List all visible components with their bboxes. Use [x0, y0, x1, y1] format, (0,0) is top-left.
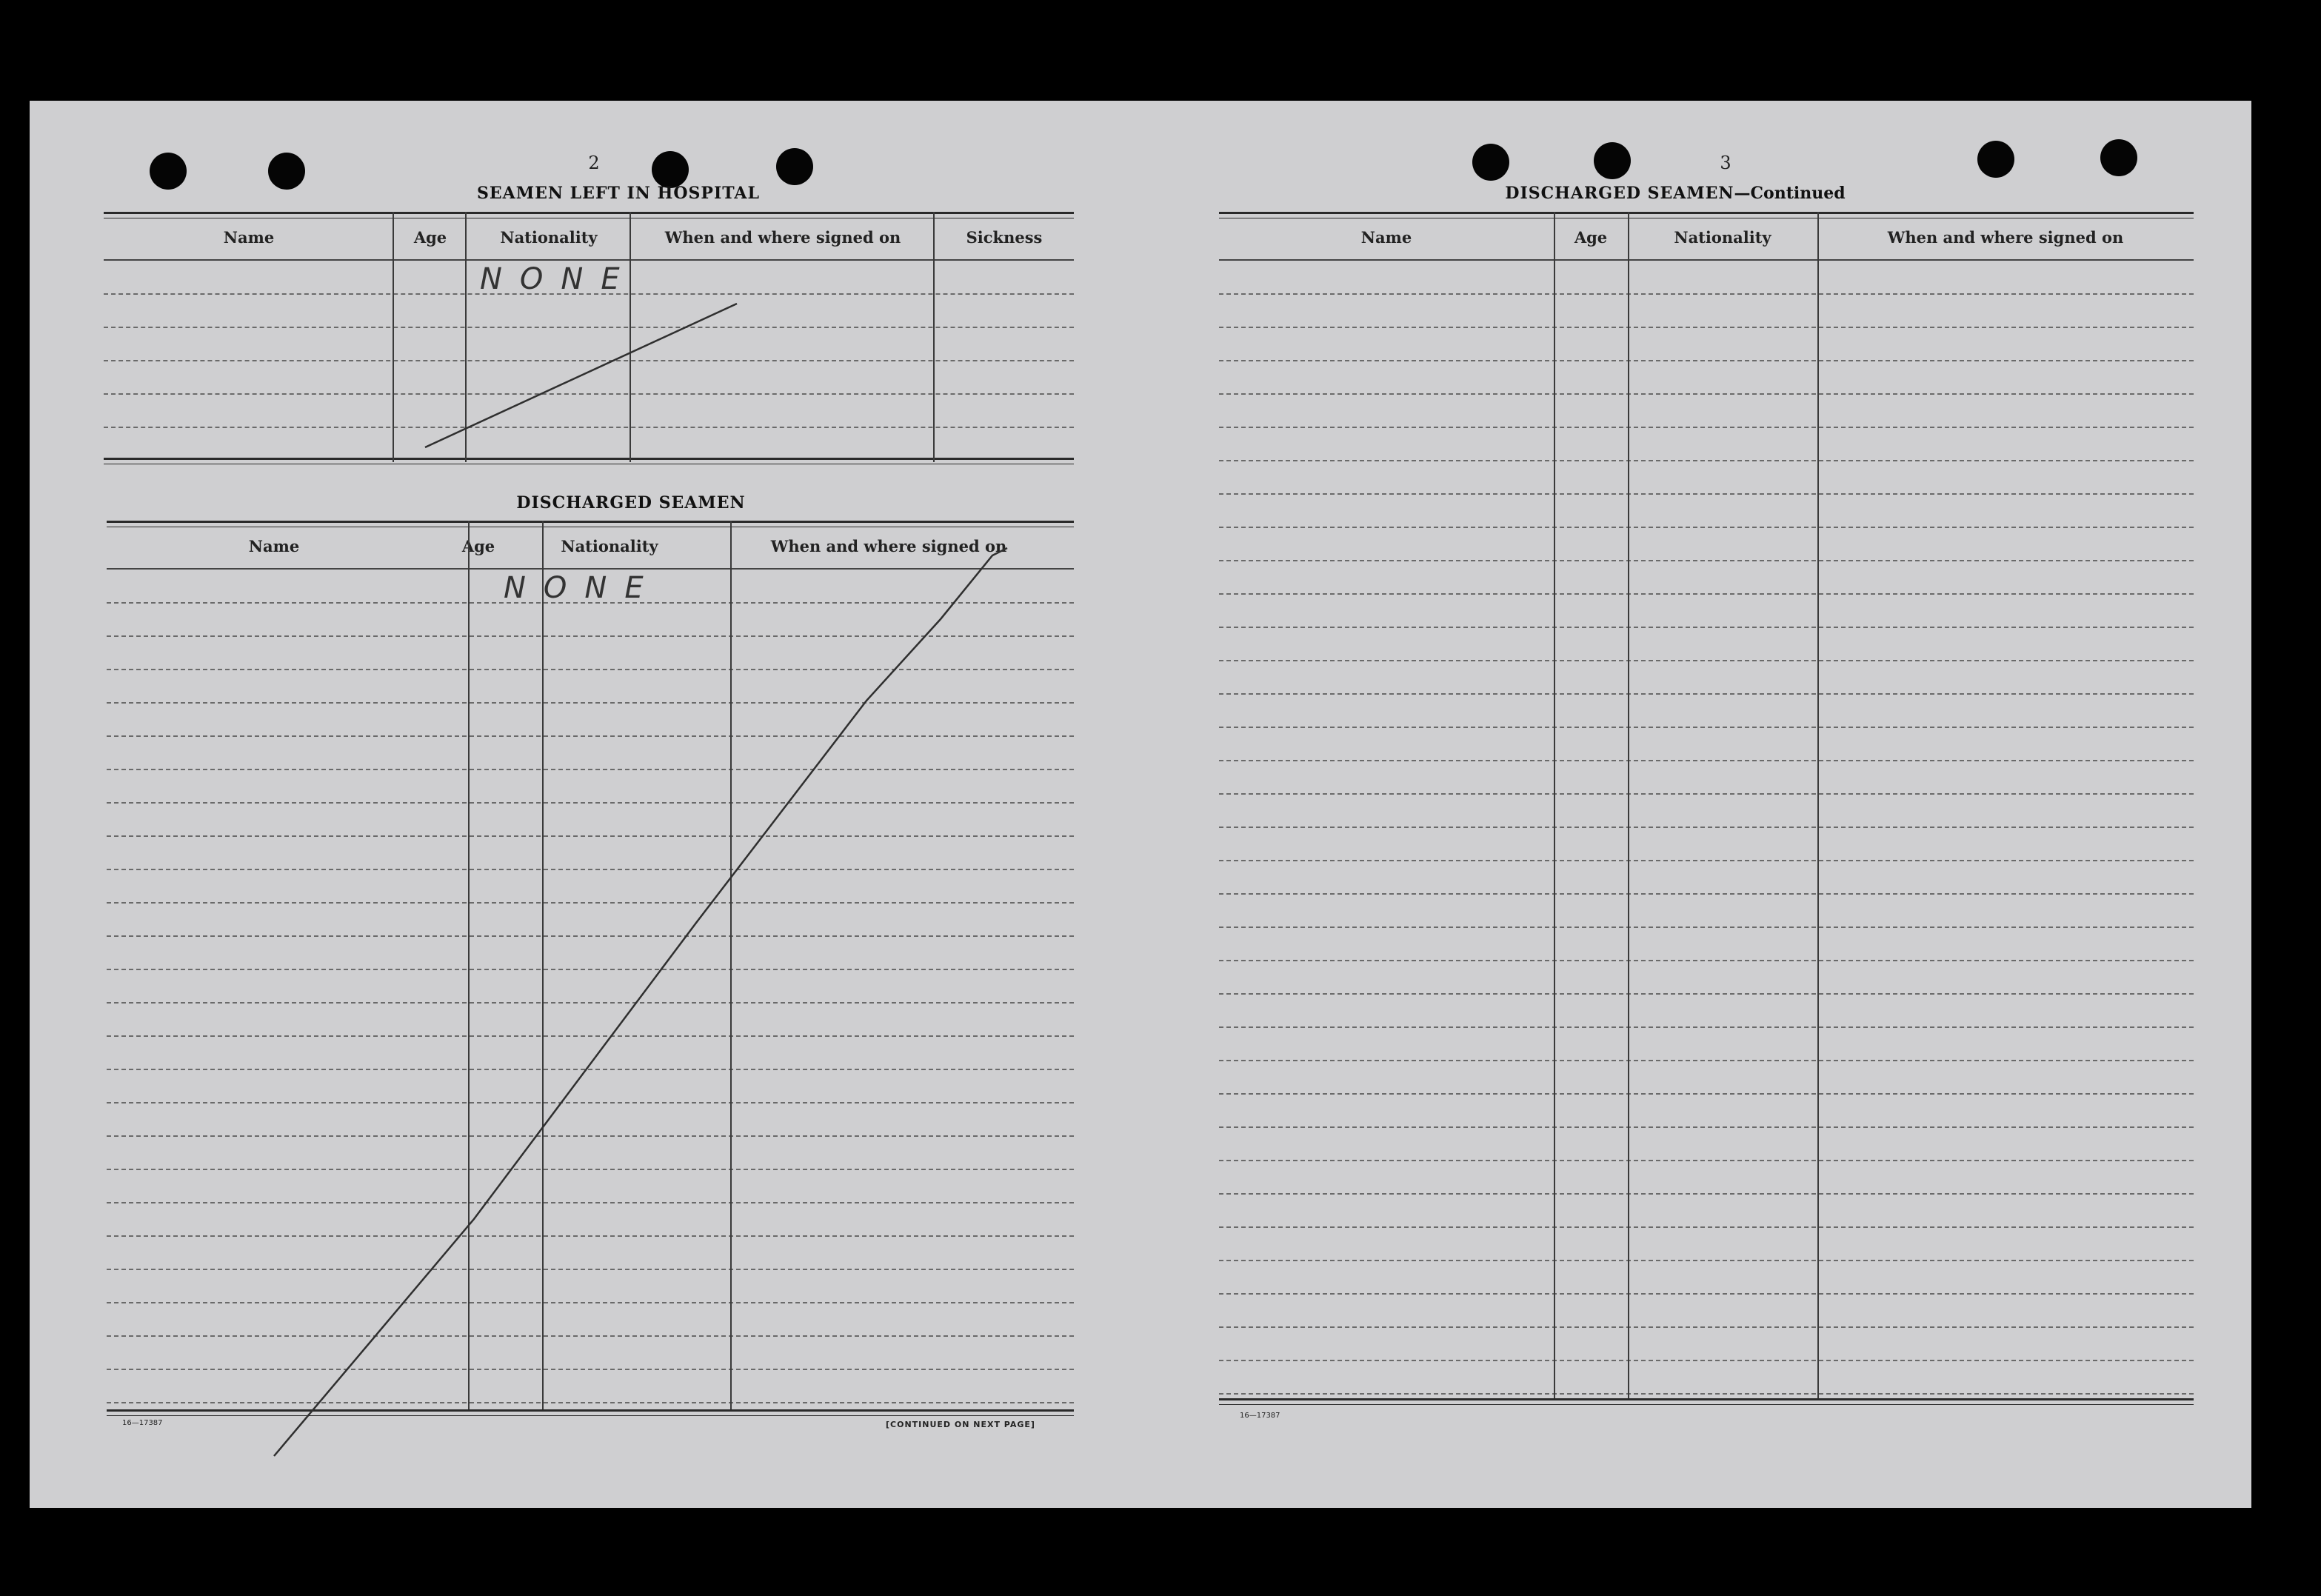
manifest-sheet	[30, 101, 2251, 1508]
ruled-line	[1219, 727, 2194, 728]
ruled-line	[1219, 1126, 2194, 1128]
punch-hole	[268, 153, 305, 190]
ruled-line	[1219, 460, 2194, 461]
ruled-line	[1219, 827, 2194, 828]
ruled-line	[107, 1135, 1074, 1137]
ruled-line	[1219, 793, 2194, 795]
punch-hole	[1472, 144, 1509, 181]
ruled-line	[107, 769, 1074, 770]
ruled-line	[1219, 1193, 2194, 1195]
ruled-line	[107, 1402, 1074, 1403]
hospital-table	[104, 212, 1074, 467]
section-title-discharged-continued	[1497, 184, 1853, 203]
col-header-name: Name	[223, 228, 275, 247]
title-main: DISCHARGED SEAMEN	[1505, 184, 1734, 203]
ruled-line	[1219, 360, 2194, 361]
ruled-line	[1219, 1060, 2194, 1061]
ruled-line	[1219, 627, 2194, 628]
col-header-age: Age	[461, 537, 495, 555]
ruled-line	[107, 1202, 1074, 1203]
ruled-line	[107, 1335, 1074, 1337]
col-header-signed-on: When and where signed on	[664, 228, 901, 247]
ruled-line	[107, 1269, 1074, 1270]
ruled-line	[107, 802, 1074, 804]
continued-note: [CONTINUED ON NEXT PAGE]	[886, 1420, 1035, 1429]
ruled-line	[107, 1369, 1074, 1370]
col-header-age: Age	[1574, 228, 1608, 247]
ruled-line	[107, 835, 1074, 837]
col-header-nationality: Nationality	[1674, 228, 1771, 247]
ruled-line	[1219, 1360, 2194, 1361]
handwritten-none: NONE	[480, 262, 638, 296]
form-number: 16—17387	[1240, 1412, 1280, 1420]
ruled-line	[107, 735, 1074, 737]
ruled-line	[1219, 1393, 2194, 1395]
ruled-line	[1219, 960, 2194, 961]
ruled-line	[107, 1002, 1074, 1004]
discharged-continued-table	[1219, 212, 2194, 1404]
col-header-signed-on: When and where signed on	[770, 537, 1007, 555]
ruled-line	[1219, 860, 2194, 861]
ruled-line	[1219, 893, 2194, 895]
ruled-line	[107, 1102, 1074, 1103]
punch-hole	[1594, 142, 1631, 179]
ruled-line	[1219, 527, 2194, 528]
title-continued: —Continued	[1734, 184, 1846, 203]
ruled-line	[1219, 393, 2194, 395]
ruled-line	[107, 1302, 1074, 1303]
col-header-name: Name	[1360, 228, 1412, 247]
col-header-nationality: Nationality	[500, 228, 598, 247]
ruled-line	[1219, 693, 2194, 695]
ruled-line	[107, 935, 1074, 937]
ruled-line	[1219, 760, 2194, 761]
section-title-hospital: SEAMEN LEFT IN HOSPITAL	[477, 184, 760, 203]
ruled-line	[1219, 1026, 2194, 1028]
ruled-line	[107, 1169, 1074, 1170]
ruled-line	[107, 1035, 1074, 1037]
punch-hole	[2100, 139, 2137, 176]
handwritten-none: NONE	[504, 571, 661, 605]
section-title-discharged: DISCHARGED SEAMEN	[516, 493, 746, 512]
punch-hole	[776, 148, 813, 185]
ruled-line	[1219, 660, 2194, 661]
ruled-line	[1219, 593, 2194, 595]
page-number: 3	[1720, 153, 1731, 173]
ruled-line	[107, 635, 1074, 637]
form-number: 16—17387	[122, 1419, 163, 1427]
page-number: 2	[588, 153, 600, 173]
ruled-line	[1219, 1260, 2194, 1261]
punch-hole	[652, 151, 689, 188]
ruled-line	[1219, 293, 2194, 295]
ruled-line	[1219, 327, 2194, 328]
col-header-age: Age	[413, 228, 447, 247]
ruled-line	[1219, 926, 2194, 928]
ruled-line	[1219, 1226, 2194, 1228]
col-header-nationality: Nationality	[561, 537, 658, 555]
ruled-line	[107, 1069, 1074, 1070]
ruled-line	[1219, 1293, 2194, 1295]
punch-hole	[1977, 141, 2014, 178]
ruled-line	[107, 969, 1074, 970]
col-header-name: Name	[248, 537, 300, 555]
ruled-line	[1219, 560, 2194, 561]
col-header-sickness: Sickness	[966, 228, 1043, 247]
ruled-line	[107, 669, 1074, 670]
ruled-line	[1219, 993, 2194, 995]
ruled-line	[1219, 493, 2194, 495]
ruled-line	[1219, 1326, 2194, 1328]
discharged-table	[107, 521, 1074, 1417]
ruled-line	[107, 869, 1074, 870]
ruled-line	[107, 902, 1074, 904]
ruled-line	[1219, 1093, 2194, 1095]
ruled-line	[107, 1235, 1074, 1237]
ruled-line	[107, 702, 1074, 704]
punch-hole	[150, 153, 187, 190]
col-header-signed-on: When and where signed on	[1887, 228, 2124, 247]
ruled-line	[1219, 427, 2194, 428]
ruled-line	[1219, 1160, 2194, 1161]
